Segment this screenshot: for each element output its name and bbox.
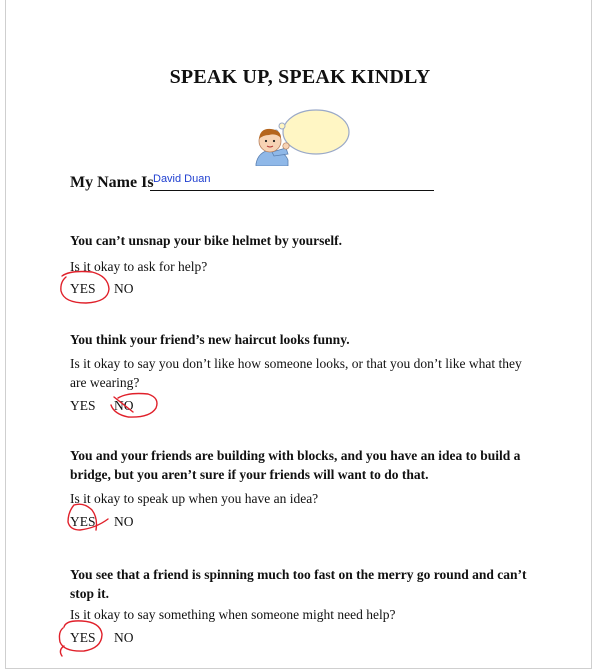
child-thought-bubble-illustration [248,108,352,166]
question-4: Is it okay to say something when someone might need help? [70,607,396,622]
question-2: Is it okay to say you don’t like how someone looks, or that you don’t like what they are wearing? [70,356,522,390]
answer-yes-1[interactable]: YES [70,281,96,296]
scenario-3: You and your friends are building with blocks, and you have an idea to build a bridge, but you aren’t sure if your friends will want to do that. [70,448,521,482]
answer-yes-2[interactable]: YES [70,398,96,413]
answer-yes-3[interactable]: YES [70,514,96,529]
answer-no-2[interactable]: NO [114,398,134,413]
name-field-value[interactable]: David Duan [153,173,211,185]
scenario-1: You can’t unsnap your bike helmet by yourself. [70,233,343,248]
name-field-underline [150,190,434,191]
answer-no-3[interactable]: NO [114,514,134,529]
answer-no-4[interactable]: NO [114,630,134,645]
name-label: My Name Is [70,174,154,191]
question-1: Is it okay to ask for help? [70,259,208,274]
answer-no-1[interactable]: NO [114,281,134,296]
scenario-4: You see that a friend is spinning much too fast on the merry go round and can’t stop it. [70,567,527,601]
scenario-2: You think your friend’s new haircut looks funny. [70,332,350,347]
answer-yes-4[interactable]: YES [70,630,96,645]
page-title: SPEAK UP, SPEAK KINDLY [169,66,431,88]
question-3: Is it okay to speak up when you have an idea? [70,491,319,506]
